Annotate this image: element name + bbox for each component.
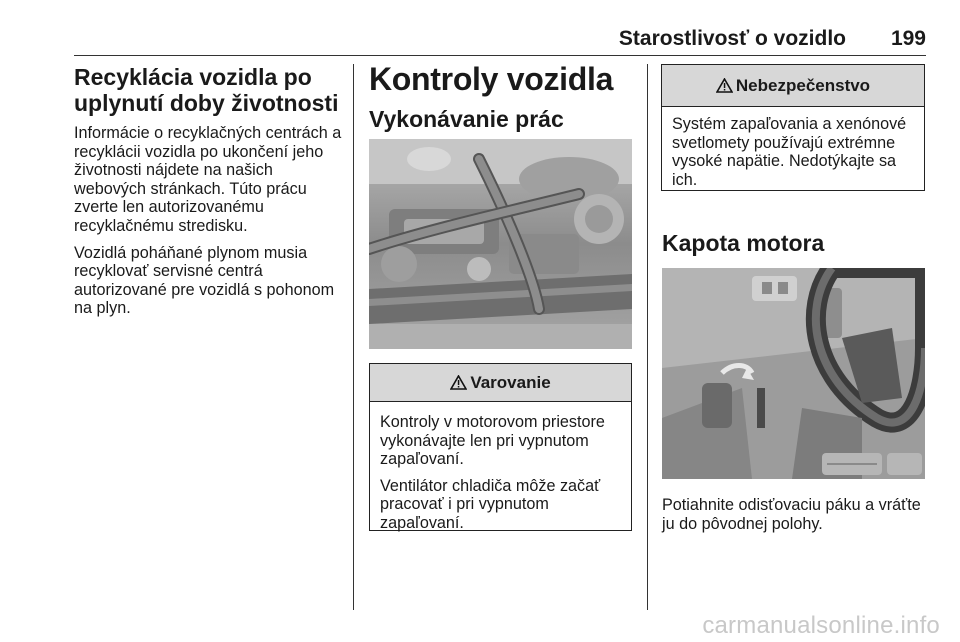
warning-title: Varovanie <box>470 372 551 392</box>
hood-caption-line1: Potiahnite odisťovaciu páku a vráťte <box>662 496 921 514</box>
recycling-paragraph-2: Vozidlá poháňané plynom musia recyklovať servisné centrá autorizované pre vozidlá s pohonom na plyn. <box>74 243 335 318</box>
danger-paragraph: Systém zapaľovania a xenónové svetlomety používajú extrémne vysoké napätie. Nedotýkajte sa ich. <box>672 115 907 189</box>
column-recycling <box>74 64 344 326</box>
recycling-heading-line2: uplynutí doby životnosti <box>74 90 339 116</box>
hood-caption-line2: ju do pôvodnej polohy. <box>662 514 823 533</box>
page-header <box>74 26 926 56</box>
hood-release-lever-image <box>662 268 925 479</box>
warning-box <box>369 363 632 531</box>
header-title: Starostlivosť o vozidlo <box>618 27 846 50</box>
danger-title: Nebezpečenstvo <box>735 75 871 95</box>
performing-work-subtitle: Vykonávanie prác <box>369 106 564 132</box>
page-number: 199 <box>890 27 926 50</box>
warning-paragraph-1: Kontroly v motorovom priestore vykonávajte len pri vypnutom zapaľovaní. <box>380 413 605 469</box>
warning-header <box>370 364 631 402</box>
column-divider-1 <box>353 64 354 610</box>
column-divider-2 <box>647 64 648 610</box>
watermark: carmanualsonline.info <box>702 612 940 639</box>
hood-caption <box>662 496 932 541</box>
engine-compartment-image <box>369 139 632 349</box>
danger-box <box>661 64 925 191</box>
vehicle-checks-title: Kontroly vozidla <box>369 61 614 97</box>
recycling-paragraph-1: Informácie o recyklačných centrách a recyklácii vozidla po ukončení jeho životnosti nájdete na našich webových stránkach. Túto prácu zverte len autorizovanému recyklačnému stredisku. <box>74 124 342 235</box>
recycling-heading-line1: Recyklácia vozidla po <box>74 64 312 90</box>
engine-hood-title: Kapota motora <box>662 230 825 256</box>
recycling-heading <box>74 64 344 116</box>
column-vehicle-checks <box>369 62 634 132</box>
danger-body <box>662 107 924 197</box>
warning-body <box>370 402 631 541</box>
danger-icon <box>716 78 733 93</box>
warning-icon <box>450 375 467 390</box>
warning-paragraph-2: Ventilátor chladiča môže začať pracovať i pri vypnutom zapaľovaní. <box>380 476 601 532</box>
danger-header <box>662 65 924 107</box>
